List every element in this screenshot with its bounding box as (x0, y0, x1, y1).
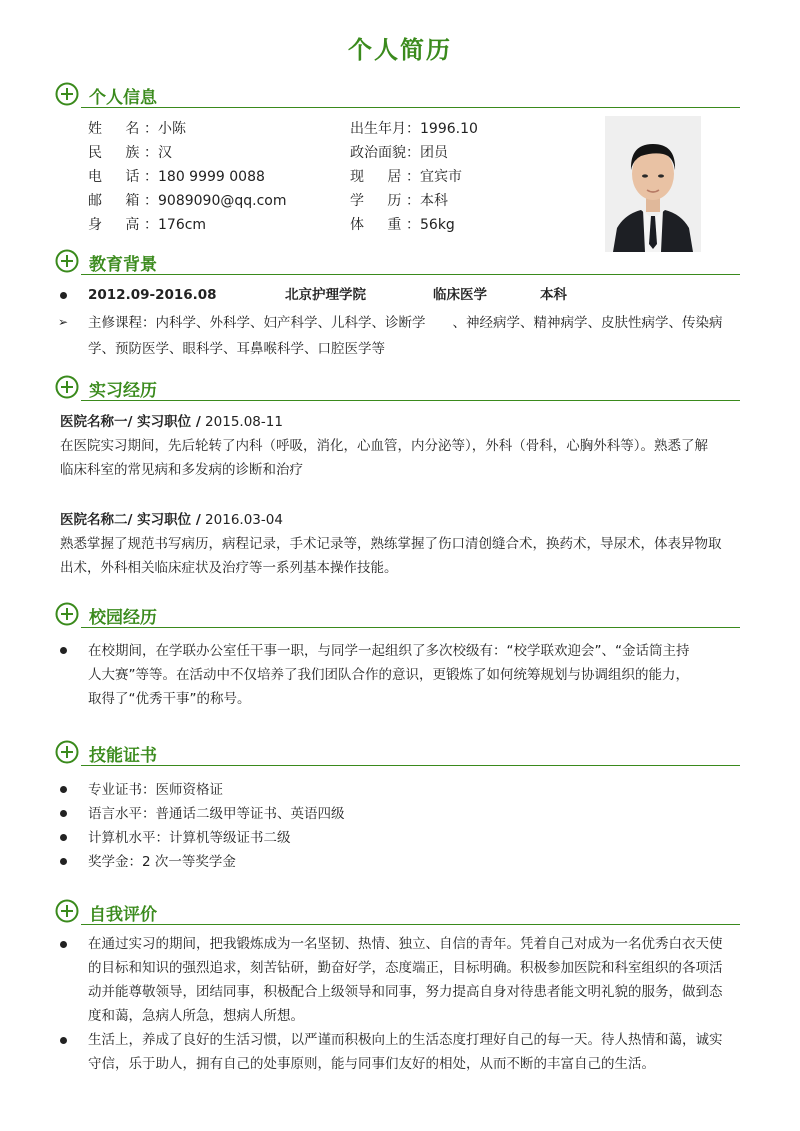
info-weight: 体 重：56kg (350, 217, 455, 233)
edu-courses-line2: 学、预防医学、眼科学、耳鼻喉科学、口腔医学等 (88, 341, 385, 357)
self-p2-line1: 生活上，养成了良好的生活习惯，以严谨而积极向上的生活态度打理好自己的每一天。待人热情和蔼，诚实 (88, 1032, 723, 1048)
internship-1-line1: 在医院实习期间，先后轮转了内科（呼吸，消化，心血管，内分泌等），外科（骨科，心胸外科等）。熟悉了解 (60, 438, 708, 454)
section-divider (81, 765, 740, 766)
internship-2-line2: 出术，外科相关临床症状及治疗等一系列基本操作技能。 (60, 560, 398, 576)
internship-2-line1: 熟悉掌握了规范书写病历，病程记录，手术记录等，熟练掌握了伤口清创缝合术，换药术，导尿术，体表异物取 (60, 536, 722, 552)
info-phone: 电 话：180 9999 0088 (88, 169, 265, 185)
info-ethnicity: 民 族：汉 (88, 145, 172, 161)
section-divider (81, 274, 740, 275)
info-residence: 现 居：宜宾市 (350, 169, 462, 185)
info-name: 姓 名：小陈 (88, 121, 186, 137)
internship-2-header: 医院名称二/ 实习职位 / 2016.03-04 (60, 512, 283, 528)
info-political: 政治面貌：团员 (350, 145, 448, 161)
section-divider (81, 924, 740, 925)
section-title: 自我评价 (89, 905, 157, 925)
self-p1-line1: 在通过实习的期间，把我锻炼成为一名坚韧、热情、独立、自信的青年。凭着自己对成为一名优秀白衣天使 (88, 936, 723, 952)
info-birth: 出生年月：1996.10 (350, 121, 478, 137)
self-p1-line3: 动并能尊敬领导，团结同事，积极配合上级领导和同事，努力提高自身对待患者能文明礼貌的服务，做到态 (88, 984, 723, 1000)
plus-circle-icon (55, 740, 79, 764)
plus-circle-icon (55, 375, 79, 399)
plus-circle-icon (55, 82, 79, 106)
bullet-icon (60, 858, 67, 865)
campus-line2: 人大赛”等等。在活动中不仅培养了我们团队合作的意识，更锻炼了如何统筹规划与协调组织的能力， (88, 667, 689, 683)
section-title: 技能证书 (89, 746, 157, 766)
bullet-icon (60, 786, 67, 793)
info-height: 身 高：176cm (88, 217, 207, 233)
edu-period: 2012.09-2016.08 (88, 287, 217, 303)
section-header-education (55, 249, 740, 275)
section-header-info (55, 82, 740, 108)
info-email: 邮 箱：9089090@qq.com (88, 193, 287, 209)
self-p1-line2: 的目标和知识的强烈追求，刻苦钻研，勤奋好学，态度端正，目标明确。积极参加医院和科室组织的各项活 (88, 960, 723, 976)
section-title: 个人信息 (89, 88, 157, 108)
edu-courses-line1: 主修课程：内科学、外科学、妇产科学、儿科学、诊断学 、神经病学、精神病学、皮肤性病学、传染病 (88, 315, 723, 331)
bullet-icon (60, 834, 67, 841)
self-p1-line4: 度和蔼，急病人所急，想病人所想。 (88, 1008, 304, 1024)
self-p2-line2: 守信，乐于助人，拥有自己的处事原则，能与同事们友好的相处，从而不断的丰富自己的生活。 (88, 1056, 655, 1072)
edu-degree: 本科 (540, 287, 567, 303)
campus-line3: 取得了“优秀干事”的称号。 (88, 691, 251, 707)
page-title: 个人简历 (348, 36, 452, 64)
section-header-internship (55, 375, 740, 401)
info-degree: 学 历：本科 (350, 193, 448, 209)
section-divider (81, 627, 740, 628)
bullet-icon (60, 292, 67, 299)
skill-item: 计算机水平：计算机等级证书二级 (88, 830, 291, 846)
bullet-icon (60, 1037, 67, 1044)
section-header-skills (55, 740, 740, 766)
section-header-self (55, 899, 740, 925)
section-header-campus (55, 602, 740, 628)
arrow-bullet-icon: ➢ (58, 315, 69, 329)
campus-line1: 在校期间，在学联办公室任干事一职，与同学一起组织了多次校级有：“校学联欢迎会”、“金话筒主持 (88, 643, 690, 659)
skill-item: 奖学金：2 次一等奖学金 (88, 854, 236, 870)
section-title: 教育背景 (89, 255, 157, 275)
person-photo-icon (605, 116, 701, 252)
edu-major: 临床医学 (433, 287, 487, 303)
skill-item: 专业证书：医师资格证 (88, 782, 223, 798)
bullet-icon (60, 941, 67, 948)
plus-circle-icon (55, 249, 79, 273)
edu-school: 北京护理学院 (285, 287, 366, 303)
section-title: 实习经历 (89, 381, 157, 401)
profile-photo (605, 116, 701, 252)
section-divider (81, 107, 740, 108)
skill-item: 语言水平：普通话二级甲等证书、英语四级 (88, 806, 345, 822)
bullet-icon (60, 647, 67, 654)
internship-1-line2: 临床科室的常见病和多发病的诊断和治疗 (60, 462, 303, 478)
plus-circle-icon (55, 899, 79, 923)
internship-1-header: 医院名称一/ 实习职位 / 2015.08-11 (60, 414, 283, 430)
section-title: 校园经历 (89, 608, 157, 628)
section-divider (81, 400, 740, 401)
plus-circle-icon (55, 602, 79, 626)
bullet-icon (60, 810, 67, 817)
